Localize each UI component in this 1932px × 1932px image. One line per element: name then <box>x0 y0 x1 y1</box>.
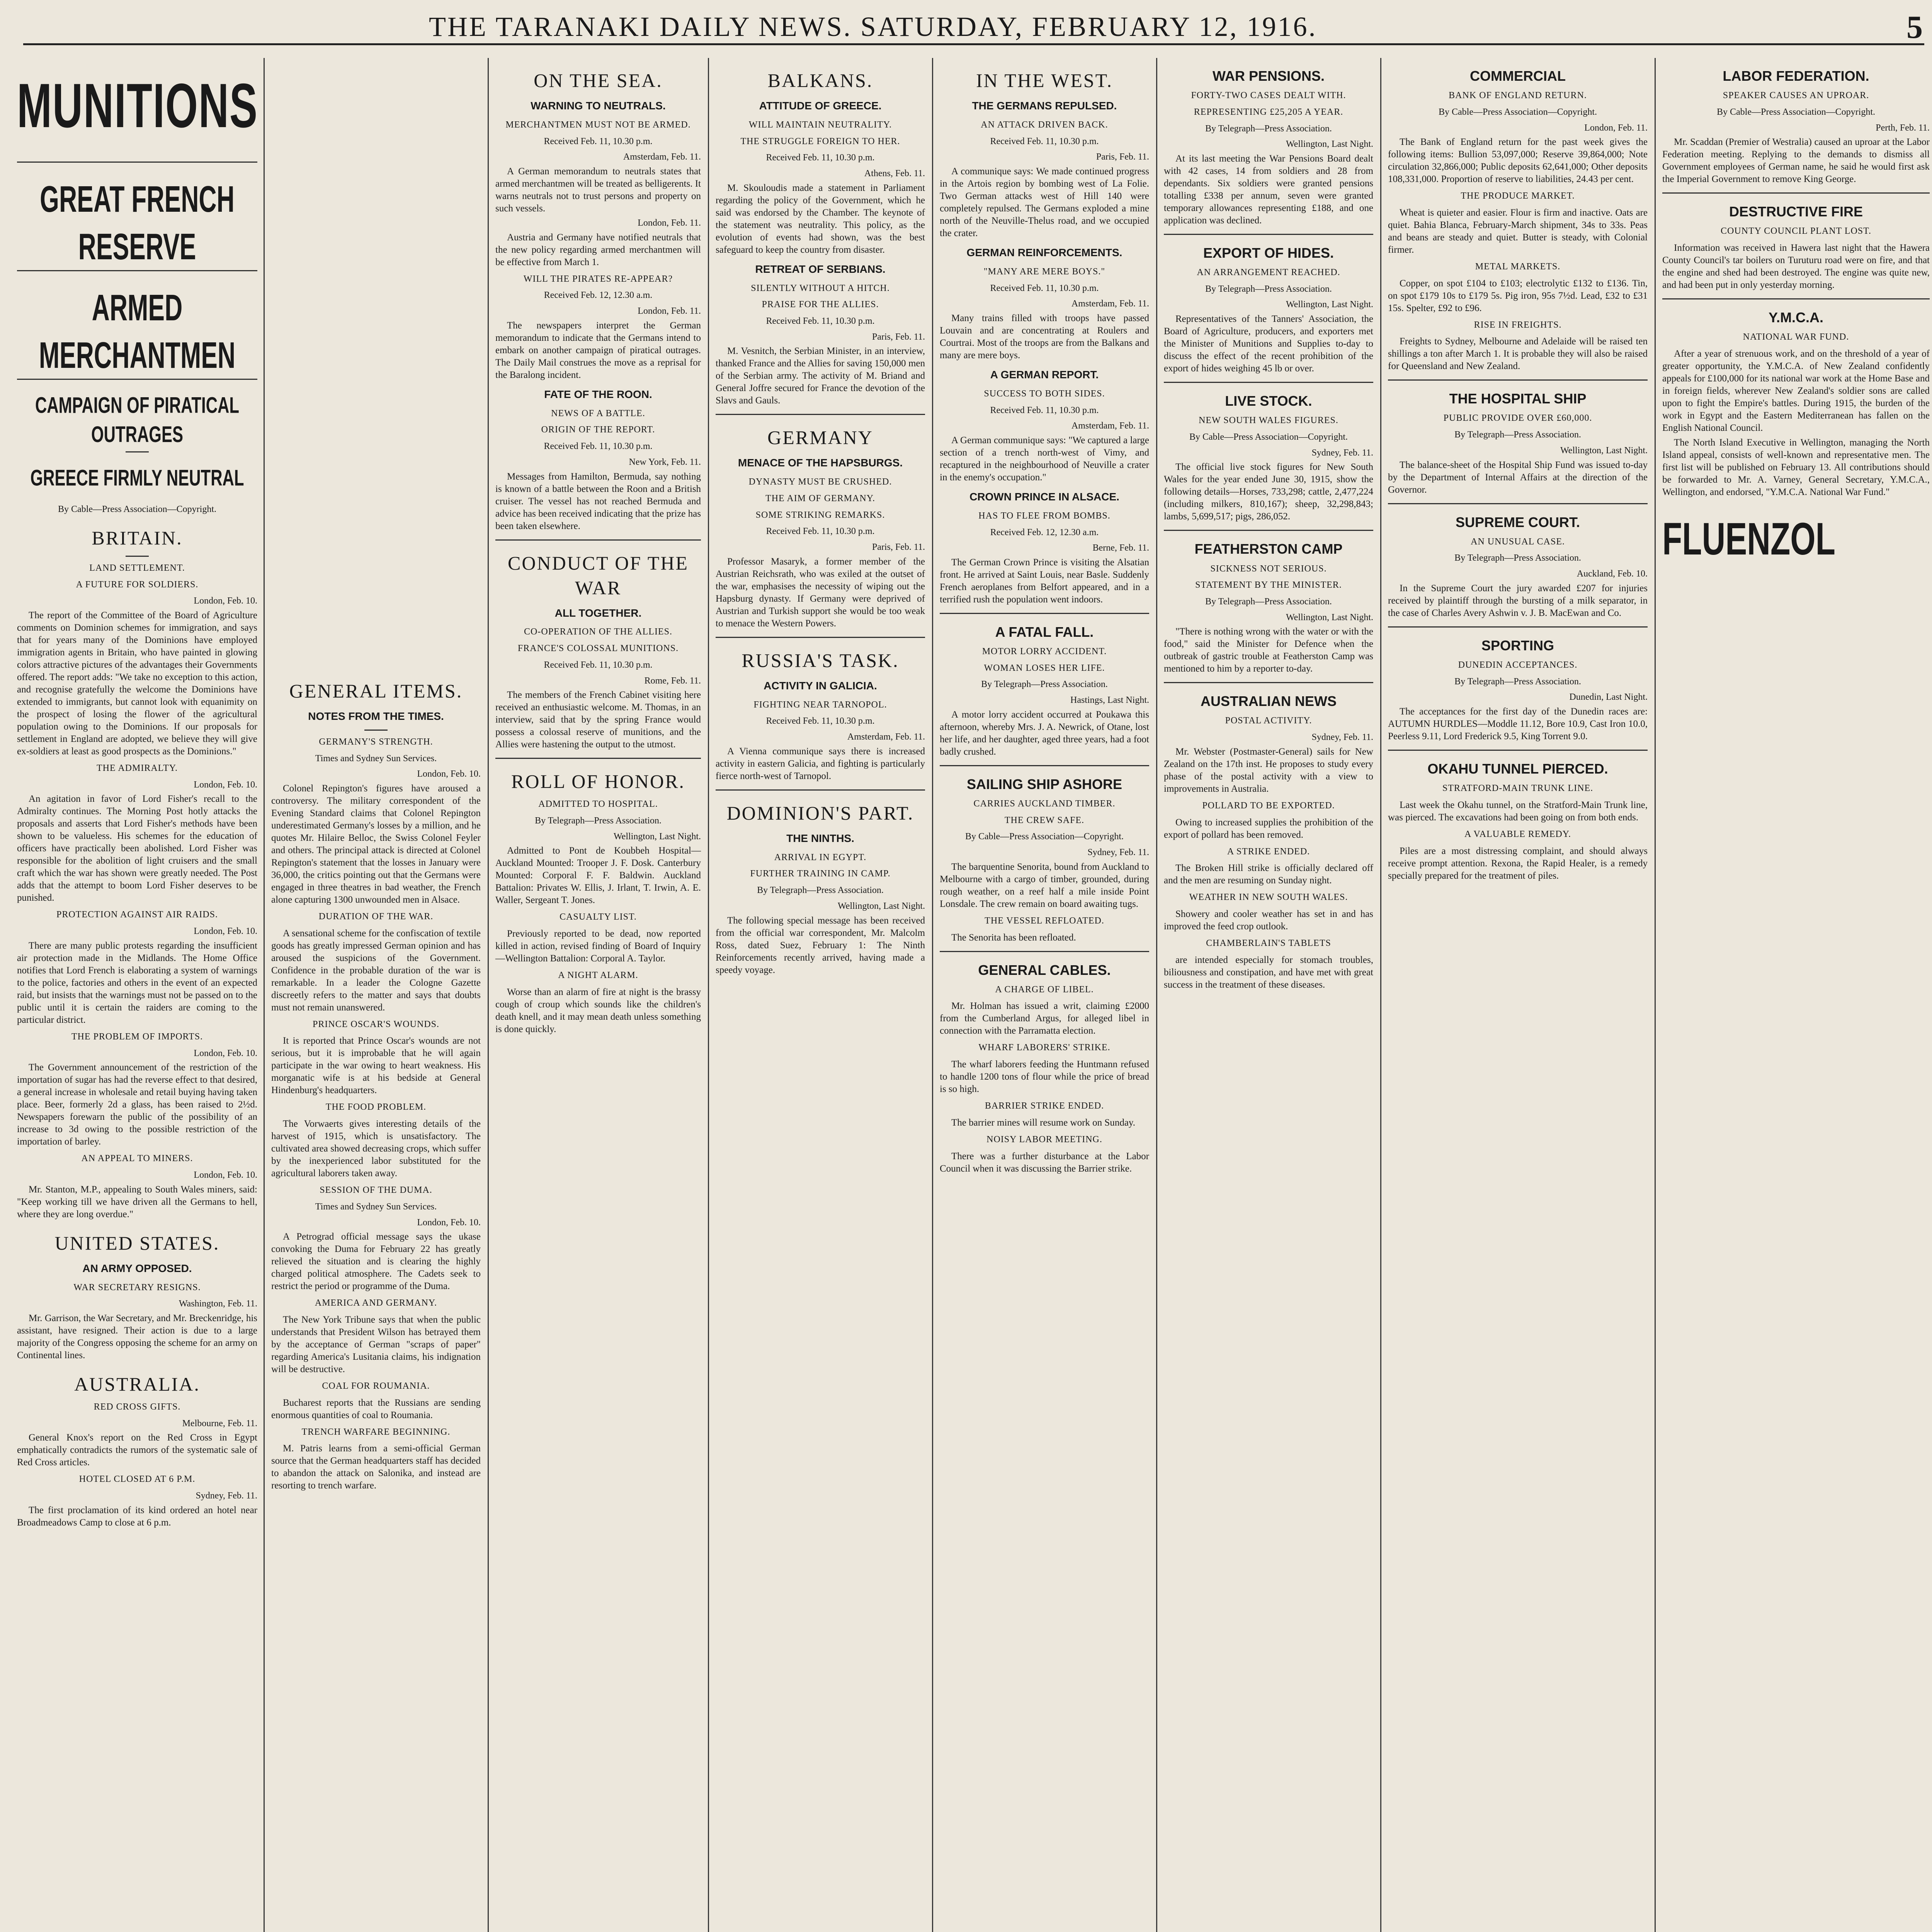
subhead-noisy-meeting: NOISY LABOR MEETING. <box>986 1134 1102 1145</box>
article-text: The barrier mines will resume work on Sunday. <box>951 1117 1136 1128</box>
article-text: Information was received in Hawera last night that the Hawera County Council's tar boilers on Turuturu road were on fire, and that the engine and shed had been destroyed. The engine was quite new, and had been put in only yesterday morning. <box>1662 243 1930 291</box>
article-text: It is reported that Prince Oscar's wounds are not serious, but it is improbable that he will again participate in the war owing to heart weakness. His morganatic wife is at his bedside at General Hindenburg's headquarters. <box>271 1036 481 1096</box>
article-text: M. Vesnitch, the Serbian Minister, in an interview, thanked France and the Allies for saving 150,000 men of the Serbian army. The activity of M. Briand and General Joffre secured for France the devotion of the Slavs and Gauls. <box>716 346 925 406</box>
article-text: The first proclamation of its kind ordered an hotel near Broadmeadows Camp to close at 6 p.m. <box>17 1505 257 1528</box>
section-labor-federation: LABOR FEDERATION. <box>1723 68 1869 84</box>
article-text: Mr. Garrison, the War Secretary, and Mr. Breckenridge, his assistant, have resigned. Their action is due to a large majority of the Congress opposing the scheme for an army on Continental lines. <box>17 1313 257 1361</box>
article-text: Freights to Sydney, Melbourne and Adelaide will be raised ten shillings a ton after March 1. It is probable they will also be raised for Queensland and New Zealand. <box>1388 336 1648 372</box>
newspaper-title: THE TARANAKI DAILY NEWS. SATURDAY, FEBRUARY 12, 1916. <box>429 11 1317 42</box>
dateline: London, Feb. 10. <box>194 1048 257 1058</box>
section-on-the-sea: ON THE SEA. <box>534 70 663 91</box>
subhead-war-secretary: WAR SECRETARY RESIGNS. <box>73 1282 201 1293</box>
subhead-wharf-strike: WHARF LABORERS' STRIKE. <box>978 1043 1111 1053</box>
dateline: Sydney, Feb. 11. <box>196 1491 257 1501</box>
dateline: Amsterdam, Feb. 11. <box>847 732 925 742</box>
column-3 <box>490 58 706 1932</box>
article-text: Mr. Holman has issued a writ, claiming £2000 from the Cumberland Argus, for alleged libel in connection with the Parramatta election. <box>940 1001 1149 1036</box>
ad-text: are intended especially for stomach troubles, biliousness and constipation, and have met with great success in the treatment of these diseases. <box>1164 954 1373 990</box>
article-text: Mr. Webster (Postmaster-General) sails for New Zealand on the 17th inst. He proposes to study every phase of the postal activity with a view to improvements in Australia. <box>1164 746 1373 794</box>
source-line: Times and Sydney Sun Services. <box>315 753 437 764</box>
column-6 <box>1158 58 1379 1932</box>
article-text: The Broken Hill strike is officially declared off and the men are resuming on Sunday night. <box>1164 863 1373 886</box>
divider <box>495 539 701 541</box>
article-text: Previously reported to be dead, now reported killed in action, revised finding of Board of Inquiry—Wellington Battalion: Corporal A. Taylor. <box>495 929 701 964</box>
subhead-land-settlement: LAND SETTLEMENT. <box>89 563 185 573</box>
subhead-nsw-figures: NEW SOUTH WALES FIGURES. <box>1199 415 1338 426</box>
dateline: Auckland, Feb. 10. <box>1577 569 1648 579</box>
section-australian-news: AUSTRALIAN NEWS <box>1201 693 1337 709</box>
dateline: London, Feb. 10. <box>194 926 257 937</box>
subhead-hotel-closed: HOTEL CLOSED AT 6 P.M. <box>79 1474 196 1485</box>
section-hospital-ship: THE HOSPITAL SHIP <box>1449 391 1587 407</box>
subhead-training: FURTHER TRAINING IN CAMP. <box>750 869 891 879</box>
subhead-woman: WOMAN LOSES HER LIFE. <box>984 663 1105 673</box>
received-line: Received Feb. 11, 10.30 p.m. <box>990 136 1099 146</box>
divider <box>1164 530 1373 531</box>
divider <box>1662 192 1930 194</box>
article-text: There are many public protests regarding the insufficient air protection made in the Midlands. The Home Office notifies that Lord French is elaborating a system of warnings to the police, factories and others in the event of an expected raid, but insists that the warnings must not be passed on to the public until it is certain the raiders are coming to the particular district. <box>17 940 257 1025</box>
divider <box>495 758 701 759</box>
divider <box>17 162 257 163</box>
subhead-night-alarm: A NIGHT ALARM. <box>558 970 638 981</box>
article-text: Professor Masaryk, a former member of the Austrian Reichsrath, who was exiled at the outset of the war, emphasises the necessity of wiping out the Hapsburg dynasty. If Germany were deprived of Austrian and Turkish support she would be too weak to menace the Western Powers. <box>716 556 925 629</box>
dateline: Hastings, Last Night. <box>1070 695 1149 706</box>
subhead-timber: CARRIES AUCKLAND TIMBER. <box>973 798 1116 809</box>
article-text: A Vienna communique says there is increased activity in eastern Galicia, and fighting is particularly fierce north-west of Tarnopol. <box>716 746 925 781</box>
byline: By Telegraph—Press Association. <box>1454 676 1581 687</box>
subhead-retreat-serbians: RETREAT OF SERBIANS. <box>755 263 886 275</box>
ad-fluenzol: FLUENZOL <box>1662 513 1835 564</box>
article-text: The New York Tribune says that when the public understands that President Wilson has betrayed them by the acceptance of German "scraps of paper" regarding America's Lusitania claims, his indignation will be destructive. <box>271 1315 481 1375</box>
divider <box>940 951 1149 952</box>
subhead-remarks: SOME STRIKING REMARKS. <box>755 510 885 520</box>
article-text: A motor lorry accident occurred at Poukawa this afternoon, whereby Mrs. J. A. Newrick, of Otane, lost her life, and her daughter, aged three years, had a foot badly crushed. <box>940 709 1149 757</box>
article-text: Showery and cooler weather has set in and has improved the feed crop outlook. <box>1164 909 1373 932</box>
article-text: The wharf laborers feeding the Huntmann refused to handle 1200 tons of flour while the price of bread is so high. <box>940 1059 1149 1095</box>
dateline: Paris, Feb. 11. <box>872 332 925 342</box>
subhead-attack-driven: AN ATTACK DRIVEN BACK. <box>981 119 1108 130</box>
headline-armed-merchantmen: ARMED MERCHANTMEN <box>39 287 236 376</box>
dateline: Amsterdam, Feb. 11. <box>1071 299 1149 309</box>
subhead-america-germany: AMERICA AND GERMANY. <box>315 1298 437 1308</box>
article-text: Wheat is quieter and easier. Flour is firm and inactive. Oats are quiet. Bahia Blanca, February-March shipment, 34s to 33s. Peas and beans are steady and quiet. Butter is steady, with Colonial firmer. <box>1388 207 1648 255</box>
subhead-strike-ended: A STRIKE ENDED. <box>1227 846 1310 857</box>
subhead-germans-repulsed: THE GERMANS REPULSED. <box>972 100 1117 112</box>
headline-piratical-outrages: CAMPAIGN OF PIRATICAL OUTRAGES <box>35 392 240 447</box>
article-text: Last week the Okahu tunnel, on the Stratford-Main Trunk line, was pierced. The excavations had been going on from both ends. <box>1388 799 1648 823</box>
subhead-dunedin: DUNEDIN ACCEPTANCES. <box>1458 660 1578 670</box>
byline: By Telegraph—Press Association. <box>535 815 662 826</box>
subhead-praise-allies: PRAISE FOR THE ALLIES. <box>762 299 879 310</box>
headline-french-reserve: GREAT FRENCH RESERVE <box>40 178 235 268</box>
subhead-coal-roumania: COAL FOR ROUMANIA. <box>322 1381 430 1391</box>
divider <box>1164 382 1373 383</box>
subhead-cooperation: CO-OPERATION OF THE ALLIES. <box>524 627 672 637</box>
divider <box>1388 626 1648 628</box>
subhead-arrival-egypt: ARRIVAL IN EGYPT. <box>774 852 867 862</box>
subhead-stratford: STRATFORD-MAIN TRUNK LINE. <box>1442 783 1594 794</box>
dateline: London, Feb. 10. <box>194 596 257 606</box>
dateline: Wellington, Last Night. <box>1286 299 1373 310</box>
dateline: Wellington, Last Night. <box>837 901 925 911</box>
received-line: Received Feb. 11, 10.30 p.m. <box>766 153 875 163</box>
subhead-duma: SESSION OF THE DUMA. <box>320 1185 432 1196</box>
subhead-libel: A CHARGE OF LIBEL. <box>995 984 1094 995</box>
subhead-freights: RISE IN FREIGHTS. <box>1474 320 1562 330</box>
article-text: Bucharest reports that the Russians are sending enormous quantities of coal to Roumania. <box>271 1397 481 1420</box>
divider <box>716 637 925 638</box>
subhead-air-raids: PROTECTION AGAINST AIR RAIDS. <box>56 910 218 920</box>
divider <box>1388 503 1648 504</box>
article-text: The following special message has been received from the official war correspondent, Mr. Malcolm Ross, dated Suez, February 1: The Ninth Reinforcements recently arrived, having made a speedy voyage. <box>716 915 925 975</box>
column-8 <box>1657 58 1932 1932</box>
section-general-items: GENERAL ITEMS. <box>289 680 463 702</box>
headline-munitions: MUNITIONS <box>17 70 258 141</box>
article-text: A communique says: We made continued progress in the Artois region by bombing west of La Folie. Two German attacks west of Hill 140 were completely repulsed. The Germans exploded a mine north of the Neuville-Thelus road, and we occupied the crater. <box>940 166 1149 238</box>
subhead-aim-germany: THE AIM OF GERMANY. <box>765 493 875 503</box>
byline: By Cable—Press Association—Copyright. <box>1439 107 1597 117</box>
section-featherston: FEATHERSTON CAMP <box>1194 541 1343 557</box>
divider <box>126 451 149 452</box>
section-dominion-part: DOMINION'S PART. <box>726 802 914 824</box>
byline: By Telegraph—Press Association. <box>1205 123 1332 134</box>
page-columns <box>12 58 1932 1932</box>
divider <box>716 414 925 415</box>
article-text: After a year of strenuous work, and on the threshold of a year of greater opportunity, the Y.M.C.A. of New Zealand confidently appeals for £100,000 for its national war work at the Home Base and in foreign fields, wherever New Zealand's soldier sons are called upon to fight the Empire's battles. During 1915, the burden of the work in Egypt and the Eastern Mediterranean has fallen on the English National Council. <box>1662 348 1930 433</box>
subhead-dynasty: DYNASTY MUST BE CRUSHED. <box>748 477 892 487</box>
byline: By Cable—Press Association—Copyright. <box>1189 432 1348 442</box>
received-line: Received Feb. 11, 10.30 p.m. <box>766 716 875 726</box>
section-war-pensions: WAR PENSIONS. <box>1212 68 1325 84</box>
subhead-pollard: POLLARD TO BE EXPORTED. <box>1202 800 1335 811</box>
received-line: Received Feb. 11, 10.30 p.m. <box>544 136 653 146</box>
section-ymca: Y.M.C.A. <box>1768 310 1823 326</box>
subhead-admiralty: THE ADMIRALTY. <box>96 763 178 773</box>
byline: By Cable—Press Association—Copyright. <box>1717 107 1875 117</box>
section-live-stock: LIVE STOCK. <box>1225 393 1312 409</box>
section-balkans: BALKANS. <box>767 70 873 91</box>
section-united-states: UNITED STATES. <box>54 1232 220 1254</box>
subhead-bank-return: BANK OF ENGLAND RETURN. <box>1449 90 1587 101</box>
subhead-postal: POSTAL ACTIVITY. <box>1225 716 1312 726</box>
subhead-reinforcements: GERMAN REINFORCEMENTS. <box>966 246 1122 259</box>
subhead-statement: STATEMENT BY THE MINISTER. <box>1195 580 1342 590</box>
article-text: The members of the French Cabinet visiting here received an enthusiastic welcome. M. Thomas, in an interview, said that by the spring France would possess a colossal reserve of munitions, and the Allies were hastening the output to the utmost. <box>495 690 701 750</box>
section-sporting: SPORTING <box>1481 637 1554 653</box>
subhead-plant-lost: COUNTY COUNCIL PLANT LOST. <box>1721 226 1871 236</box>
subhead-public-provide: PUBLIC PROVIDE OVER £60,000. <box>1443 413 1592 423</box>
column-4 <box>710 58 930 1932</box>
subhead-sickness: SICKNESS NOT SERIOUS. <box>1210 563 1327 574</box>
subhead-pirates: WILL THE PIRATES RE-APPEAR? <box>523 274 673 284</box>
subhead-war-fund: NATIONAL WAR FUND. <box>1743 332 1849 342</box>
divider <box>940 765 1149 766</box>
subhead-silently: SILENTLY WITHOUT A HITCH. <box>751 283 890 293</box>
divider <box>1164 682 1373 683</box>
subhead-success: SUCCESS TO BOTH SIDES. <box>984 388 1105 399</box>
column-2 <box>266 668 486 1932</box>
ad-chamberlains: CHAMBERLAIN'S TABLETS <box>1206 938 1331 949</box>
subhead-unusual-case: AN UNUSUAL CASE. <box>1471 536 1565 547</box>
subhead-ninths: THE NINTHS. <box>786 832 854 844</box>
divider <box>1388 750 1648 751</box>
article-text: The Government announcement of the restriction of the importation of sugar has had the reverse effect to that desired, a general increase in wholesale and retail buying having taken place. Beer, formerly 2d a glass, has been raised to 2½d. Newspapers forewarn the public of the possibility of an increase to 3d owing to the possible restriction of the importation of barley. <box>17 1062 257 1147</box>
column-5 <box>934 58 1155 1932</box>
subhead-arrangement: AN ARRANGEMENT REACHED. <box>1197 267 1340 278</box>
article-text: A sensational scheme for the confiscation of textile goods has greatly impressed German opinion and has aroused the suspicions of the Government. Confidence in the probable duration of the war is remarkable. In a leader the Cologne Gazette discreetly refers to the matter and says that doubts must not remain unanswered. <box>271 928 481 1013</box>
dateline: London, Feb. 11. <box>638 306 701 316</box>
section-australia: AUSTRALIA. <box>74 1373 200 1395</box>
section-general-cables: GENERAL CABLES. <box>978 962 1111 978</box>
divider <box>716 789 925 791</box>
divider <box>940 613 1149 614</box>
section-commercial: COMMERCIAL <box>1470 68 1566 84</box>
headline-greece-neutral: GREECE FIRMLY NEUTRAL <box>30 465 244 491</box>
subhead-food-problem: THE FOOD PROBLEM. <box>325 1102 427 1112</box>
dateline: Wellington, Last Night. <box>1560 445 1648 456</box>
ad-valuable-remedy: A VALUABLE REMEDY. <box>1464 829 1571 839</box>
subhead-origin-report: ORIGIN OF THE REPORT. <box>541 425 655 435</box>
dateline: Melbourne, Feb. 11. <box>182 1418 257 1429</box>
dateline: London, Feb. 10. <box>194 779 257 790</box>
article-text: Many trains filled with troops have passed Louvain and are concentrating at Roulers and Courtrai. Most of the troops are from the Balkans and many are mere boys. <box>940 313 1149 361</box>
byline: By Telegraph—Press Association. <box>1205 284 1332 294</box>
dateline: London, Feb. 11. <box>638 218 701 228</box>
article-text: The barquentine Senorita, bound from Auckland to Melbourne with a cargo of timber, grounded, during rough weather, on a reef half a mile inside Point Lonsdale. The crew remain on board awaiting tugs. <box>940 861 1149 909</box>
subhead-france-munitions: FRANCE'S COLOSSAL MUNITIONS. <box>517 643 679 654</box>
subhead-representing: REPRESENTING £25,205 A YEAR. <box>1194 107 1344 117</box>
subhead-produce-market: THE PRODUCE MARKET. <box>1461 191 1575 201</box>
subhead-all-together: ALL TOGETHER. <box>554 607 642 619</box>
byline: By Cable—Press Association—Copyright. <box>965 832 1124 842</box>
article-text: A Petrograd official message says the ukase convoking the Duma for February 22 has greatly relieved the situation and is clearing the highly charged political atmosphere. The Cadets seek to restrict the period or programme of the Duma. <box>271 1231 481 1292</box>
dateline: London, Feb. 10. <box>417 769 481 779</box>
article-text: Admitted to Pont de Koubbeh Hospital—Auckland Mounted: Trooper J. F. Dosk. Canterbury Mounted: Corporal F. F. Baldwin. Auckland Battalion: Privates W. Ellis, J. Irlant, T. Irwin, A. E. Waller, Sergeant T. Jones. <box>495 845 701 906</box>
article-text: Copper, on spot £104 to £103; electrolytic £132 to £136. Tin, on spot £179 10s to £179 5s. Pig iron, 95s 7½d. Lead, £32 to £31 15s. Spelter, £92 to £96. <box>1388 278 1648 313</box>
article-text: Mr. Scaddan (Premier of Westralia) caused an uproar at the Labor Federation meeting. Replying to the demands to dismiss all Government employees of German name, he said he would first ask the Imperial Government to remove King George. <box>1662 137 1930 185</box>
subhead-flee-bombs: HAS TO FLEE FROM BOMBS. <box>978 510 1111 521</box>
section-in-the-west: IN THE WEST. <box>976 70 1113 91</box>
byline: By Telegraph—Press Association. <box>757 885 884 896</box>
received-line: Received Feb. 11, 10.30 p.m. <box>766 526 875 537</box>
dateline: London, Feb. 10. <box>194 1170 257 1180</box>
article-text: A German memorandum to neutrals states that armed merchantmen will be treated as belligerents. It warns neutrals not to trust persons and property on such vessels. <box>495 166 701 214</box>
dateline: Wellington, Last Night. <box>1286 612 1373 622</box>
ad-text: Piles are a most distressing complaint, and should always receive prompt attention. Rexona, the Rapid Healer, is a remedy specially prepared for the treatment of piles. <box>1388 845 1648 881</box>
divider <box>1388 379 1648 381</box>
byline: By Telegraph—Press Association. <box>1454 553 1581 563</box>
source-line: Times and Sydney Sun Services. <box>315 1201 437 1212</box>
divider <box>364 730 388 731</box>
article-text: The acceptances for the first day of the Dunedin races are: AUTUMN HURDLES—Moddle 11.12, Bore 10.9, Cast Iron 10.0, Peerless 9.11, Lord Frederick 9.5, King Torrent 9.0. <box>1388 706 1648 742</box>
section-supreme-court: SUPREME COURT. <box>1455 514 1580 530</box>
received-line: Received Feb. 12, 12.30 a.m. <box>990 527 1099 537</box>
article-text: Colonel Repington's figures have aroused a controversy. The military correspondent of the Evening Standard claims that Colonel Repington underestimated Germany's losses by a million, and he quotes Mr. Hilaire Belloc, the Swiss Colonel Feyler and others. The principal attack is directed at Colonel Repington's statement that the losses in January were 36,000, the critics pointing out that the Germans were engaged in three theatres in bad weather, the French alone capturing 1300 unwounded men in Alsace. <box>271 783 481 905</box>
dateline: Sydney, Feb. 11. <box>1087 847 1149 858</box>
dateline: Athens, Feb. 11. <box>864 168 925 179</box>
article-text: Owing to increased supplies the prohibition of the export of pollard has been removed. <box>1164 817 1373 840</box>
dateline: Amsterdam, Feb. 11. <box>623 152 701 162</box>
article-text: Worse than an alarm of fire at night is the brassy cough of croup which sounds like the children's death knell, and it may mean death unless something is done quickly. <box>495 986 701 1034</box>
subhead-notes-times: NOTES FROM THE TIMES. <box>308 710 444 722</box>
section-britain: BRITAIN. <box>92 527 183 549</box>
column-1 <box>12 58 263 1932</box>
section-russia-task: RUSSIA'S TASK. <box>742 649 899 671</box>
section-conduct-war: CONDUCT OF THE WAR <box>508 552 689 599</box>
subhead-hapsburgs: MENACE OF THE HAPSBURGS. <box>738 457 903 469</box>
subhead-merchantmen: MERCHANTMEN MUST NOT BE ARMED. <box>505 119 691 130</box>
subhead-metal-markets: METAL MARKETS. <box>1475 261 1561 272</box>
dateline: Perth, Feb. 11. <box>1876 122 1930 133</box>
dateline: Sydney, Feb. 11. <box>1311 732 1373 743</box>
dateline: Wellington, Last Night. <box>1286 139 1373 150</box>
page-number: 5 <box>1906 9 1924 45</box>
article-text: The Vorwaerts gives interesting details of the harvest of 1915, which is unsatisfactory. The cultivated area showed decreasing crops, which suffer by the inexperienced labor substituted for the agricultural laborers taken away. <box>271 1119 481 1179</box>
dateline: Sydney, Feb. 11. <box>1311 447 1373 458</box>
subhead-admitted-hospital: ADMITTED TO HOSPITAL. <box>538 799 658 810</box>
column-rule <box>1655 58 1656 1932</box>
received-line: Received Feb. 11, 10.30 p.m. <box>544 441 653 452</box>
article-text: In the Supreme Court the jury awarded £207 for injuries received by plaintiff through the bursting of a milk separator, in the case of Charles Avery Ashwin v. J. B. MacEwan and Co. <box>1388 583 1648 618</box>
article-text: The balance-sheet of the Hospital Ship Fund was issued to-day by the Department of Internal Affairs at the direction of the Governor. <box>1388 459 1648 495</box>
section-germany: GERMANY <box>767 427 873 449</box>
article-text: M. Patris learns from a semi-official German source that the German headquarters staff has decided to abandon the attack on Salonika, and instead are resorting to trench warfare. <box>271 1443 481 1491</box>
article-text: The German Crown Prince is visiting the Alsatian front. He arrived at Saint Louis, near Basle. Suddenly French aeroplanes from Belfort appeared, and in a terrified rush the population went indoors. <box>940 557 1149 605</box>
dateline: London, Feb. 11. <box>1584 122 1648 133</box>
subhead-mere-boys: "MANY ARE MERE BOYS." <box>983 266 1105 277</box>
subhead-attitude-greece: ATTITUDE OF GREECE. <box>759 100 882 112</box>
section-fatal-fall: A FATAL FALL. <box>995 624 1094 640</box>
subhead-uproar: SPEAKER CAUSES AN UPROAR. <box>1723 90 1869 101</box>
column-rule <box>1156 58 1157 1932</box>
divider <box>1164 234 1373 235</box>
subhead-german-report: A GERMAN REPORT. <box>990 368 1099 381</box>
article-text: Messages from Hamilton, Bermuda, say nothing is known of a battle between the Roon and a British cruiser. The vessel has not reached Bermuda and advice has been received indicating that the prize has been taken elsewhere. <box>495 471 701 531</box>
section-okahu-tunnel: OKAHU TUNNEL PIERCED. <box>1427 761 1608 777</box>
subhead-red-cross: RED CROSS GIFTS. <box>94 1402 181 1412</box>
dateline: Paris, Feb. 11. <box>872 542 925 553</box>
column-rule <box>264 58 265 1932</box>
section-sailing-ship: SAILING SHIP ASHORE <box>966 776 1122 792</box>
section-roll-honor: ROLL OF HONOR. <box>511 770 685 793</box>
section-export-hides: EXPORT OF HIDES. <box>1203 245 1334 261</box>
subhead-lorry: MOTOR LORRY ACCIDENT. <box>982 646 1107 657</box>
subhead-refloated: THE VESSEL REFLOATED. <box>985 915 1104 926</box>
subhead-fate-roon: FATE OF THE ROON. <box>544 388 652 400</box>
article-text: General Knox's report on the Red Cross in Egypt emphatically contradicts the rumors of the systematic sale of Red Cross articles. <box>17 1432 257 1468</box>
column-rule <box>1380 58 1381 1932</box>
dateline: Amsterdam, Feb. 11. <box>1071 421 1149 431</box>
subhead-crew-safe: THE CREW SAFE. <box>1004 815 1085 825</box>
received-line: Received Feb. 11, 10.30 p.m. <box>990 405 1099 415</box>
column-7 <box>1383 58 1653 1932</box>
dateline: New York, Feb. 11. <box>629 457 701 467</box>
dateline: London, Feb. 10. <box>417 1217 481 1228</box>
subhead-cases: FORTY-TWO CASES DEALT WITH. <box>1191 90 1346 101</box>
divider <box>1662 298 1930 299</box>
byline: By Telegraph—Press Association. <box>981 679 1108 690</box>
subhead-miners: AN APPEAL TO MINERS. <box>81 1153 193 1164</box>
subhead-galicia: ACTIVITY IN GALICIA. <box>764 679 877 692</box>
subhead-crown-prince: CROWN PRINCE IN ALSACE. <box>969 490 1119 503</box>
subhead-army-opposed: AN ARMY OPPOSED. <box>82 1262 192 1274</box>
article-text: The report of the Committee of the Board of Agriculture comments on Dominion schemes for immigration, and says that for years many of the Dominions have employed immigration agents in Britain, who have painted in glowing colors attractive pictures of the advantages their Governments offered. The report adds: "We take no exception to this action, and recognise gratefully the welcome the Dominions have extended to immigrants, but cannot look with equanimity on the prospect of losing the flower of the agricultural population owing to the Dominions. If our proposals for settlement in England are adopted, we believe they will give ex-soldiers at least as good prospects as the Dominions." <box>17 610 257 757</box>
article-text: The Bank of England return for the past week gives the following items: Bullion 53,097,000; Reserve 39,864,000; Note circulation 32,866,000; Public deposits 62,641,000; Other deposits 108,331,000. Proportion of reserve to liabilities, 24.43 per cent. <box>1388 137 1648 185</box>
dateline: Washington, Feb. 11. <box>179 1299 257 1309</box>
subhead-tarnopol: FIGHTING NEAR TARNOPOL. <box>753 699 887 710</box>
article-text: M. Skouloudis made a statement in Parliament regarding the policy of the Government, which he said was endorsed by the Chamber. The keynote of the statement was neutrality. This policy, as the evolution of events had shown, was the best safeguard to keep the country from disaster. <box>716 182 925 255</box>
received-line: Received Feb. 11, 10.30 p.m. <box>990 283 1099 293</box>
byline: By Telegraph—Press Association. <box>1454 430 1581 440</box>
dateline: Berne, Feb. 11. <box>1092 543 1149 553</box>
dateline: Dunedin, Last Night. <box>1569 692 1648 702</box>
article-text: The official live stock figures for New South Wales for the year ended June 30, 1915, show the following details—Horses, 733,298; cattle, 2,477,224 (including milkers, 810,167); sheep, 32,298,843; lambs, 5,699,517; pigs, 286,052. <box>1164 462 1373 522</box>
subhead-prince-oscar: PRINCE OSCAR'S WOUNDS. <box>313 1019 439 1029</box>
article-text: Representatives of the Tanners' Association, the Board of Agriculture, producers, and exporters met the Minister of Munitions and Supplies to-day to discuss the effect of the recent prohibition of the export of hides weighing 45 lb or over. <box>1164 314 1373 374</box>
column-rule <box>932 58 933 1932</box>
masthead <box>23 9 1924 45</box>
subhead-neutrality: WILL MAINTAIN NEUTRALITY. <box>748 119 892 130</box>
article-text: Austria and Germany have notified neutrals that the new policy regarding armed merchantmen will be effective from March 1. <box>495 232 701 267</box>
subhead-future-soldiers: A FUTURE FOR SOLDIERS. <box>76 579 199 590</box>
dateline: Wellington, Last Night. <box>613 831 701 842</box>
article-text: An agitation in favor of Lord Fisher's recall to the Admiralty continues. The Morning Post hotly attacks the proposals and asserts that Lord Fisher's methods have been shown to be valueless. His schemes for the education of officers have practically been abolished. Lord Fisher was responsible for the abolition of light cruisers and the small craft which the war has shown were greatly needed. The Post adds that the attempt to boom Lord Fisher deserves to be punished. <box>17 794 257 903</box>
byline: By Telegraph—Press Association. <box>1205 596 1332 607</box>
article-text: A German communique says: "We captured a large section of a trench north-west of Vimy, and recaptured in the neighbourhood of Neuville a crater in the enemy's occupation." <box>940 435 1149 483</box>
subhead-duration: DURATION OF THE WAR. <box>318 911 434 922</box>
subhead-news-battle: NEWS OF A BATTLE. <box>551 408 645 418</box>
received-line: Received Feb. 11, 10.30 p.m. <box>766 316 875 326</box>
article-text: The North Island Executive in Wellington, managing the North Island appeal, consists of well-known and representative men. The first list will be published on February 13. All contributions should be forwarded to Mr. A. Varney, General Secretary, Y.M.C.A., Wellington, and endorsed, "Y.M.C.A. National War Fund." <box>1662 437 1930 497</box>
received-line: Received Feb. 12, 12.30 a.m. <box>544 290 653 301</box>
article-text: The newspapers interpret the German memorandum to indicate that the Germans intend to embark on another campaign of piratical outrages. The Daily Mail construes the move as a reprisal for the Baralong incident. <box>495 320 701 380</box>
column-rule <box>488 58 489 1932</box>
section-destructive-fire: DESTRUCTIVE FIRE <box>1729 204 1863 220</box>
article-text: The Senorita has been refloated. <box>951 932 1076 943</box>
subhead-casualty-list: CASUALTY LIST. <box>560 912 637 922</box>
subhead-weather: WEATHER IN NEW SOUTH WALES. <box>1189 892 1348 903</box>
subhead-barrier-strike: BARRIER STRIKE ENDED. <box>985 1101 1104 1111</box>
subhead-warning-neutrals: WARNING TO NEUTRALS. <box>531 100 666 112</box>
subhead-imports: THE PROBLEM OF IMPORTS. <box>71 1031 203 1042</box>
article-text: "There is nothing wrong with the water or with the food," said the Minister for Defence when the outbreak of gastric trouble at Featherston Camp was mentioned to him by a reporter to-day. <box>1164 626 1373 674</box>
dateline: Paris, Feb. 11. <box>1096 152 1149 162</box>
article-text: At its last meeting the War Pensions Board dealt with 42 cases, 14 from soldiers and 28 from dependants. Six soldiers were granted pensions totalling £338 per annum, seven were granted temporary allowances representing £188, and one application was declined. <box>1164 153 1373 226</box>
article-text: There was a further disturbance at the Labor Council when it was discussing the Barrier strike. <box>940 1151 1149 1174</box>
received-line: Received Feb. 11, 10.30 p.m. <box>544 660 653 670</box>
column-rule <box>708 58 709 1932</box>
subhead-trench-warfare: TRENCH WARFARE BEGINNING. <box>301 1427 451 1437</box>
subhead-germany-strength: GERMANY'S STRENGTH. <box>319 736 433 747</box>
subhead-struggle: THE STRUGGLE FOREIGN TO HER. <box>740 136 900 146</box>
dateline: Rome, Feb. 11. <box>644 675 701 686</box>
divider <box>126 556 149 557</box>
article-text: Mr. Stanton, M.P., appealing to South Wales miners, said: "Keep working till we have driven all the Germans to hell, where they are long overdue." <box>17 1184 257 1219</box>
byline: By Cable—Press Association—Copyright. <box>58 504 216 515</box>
